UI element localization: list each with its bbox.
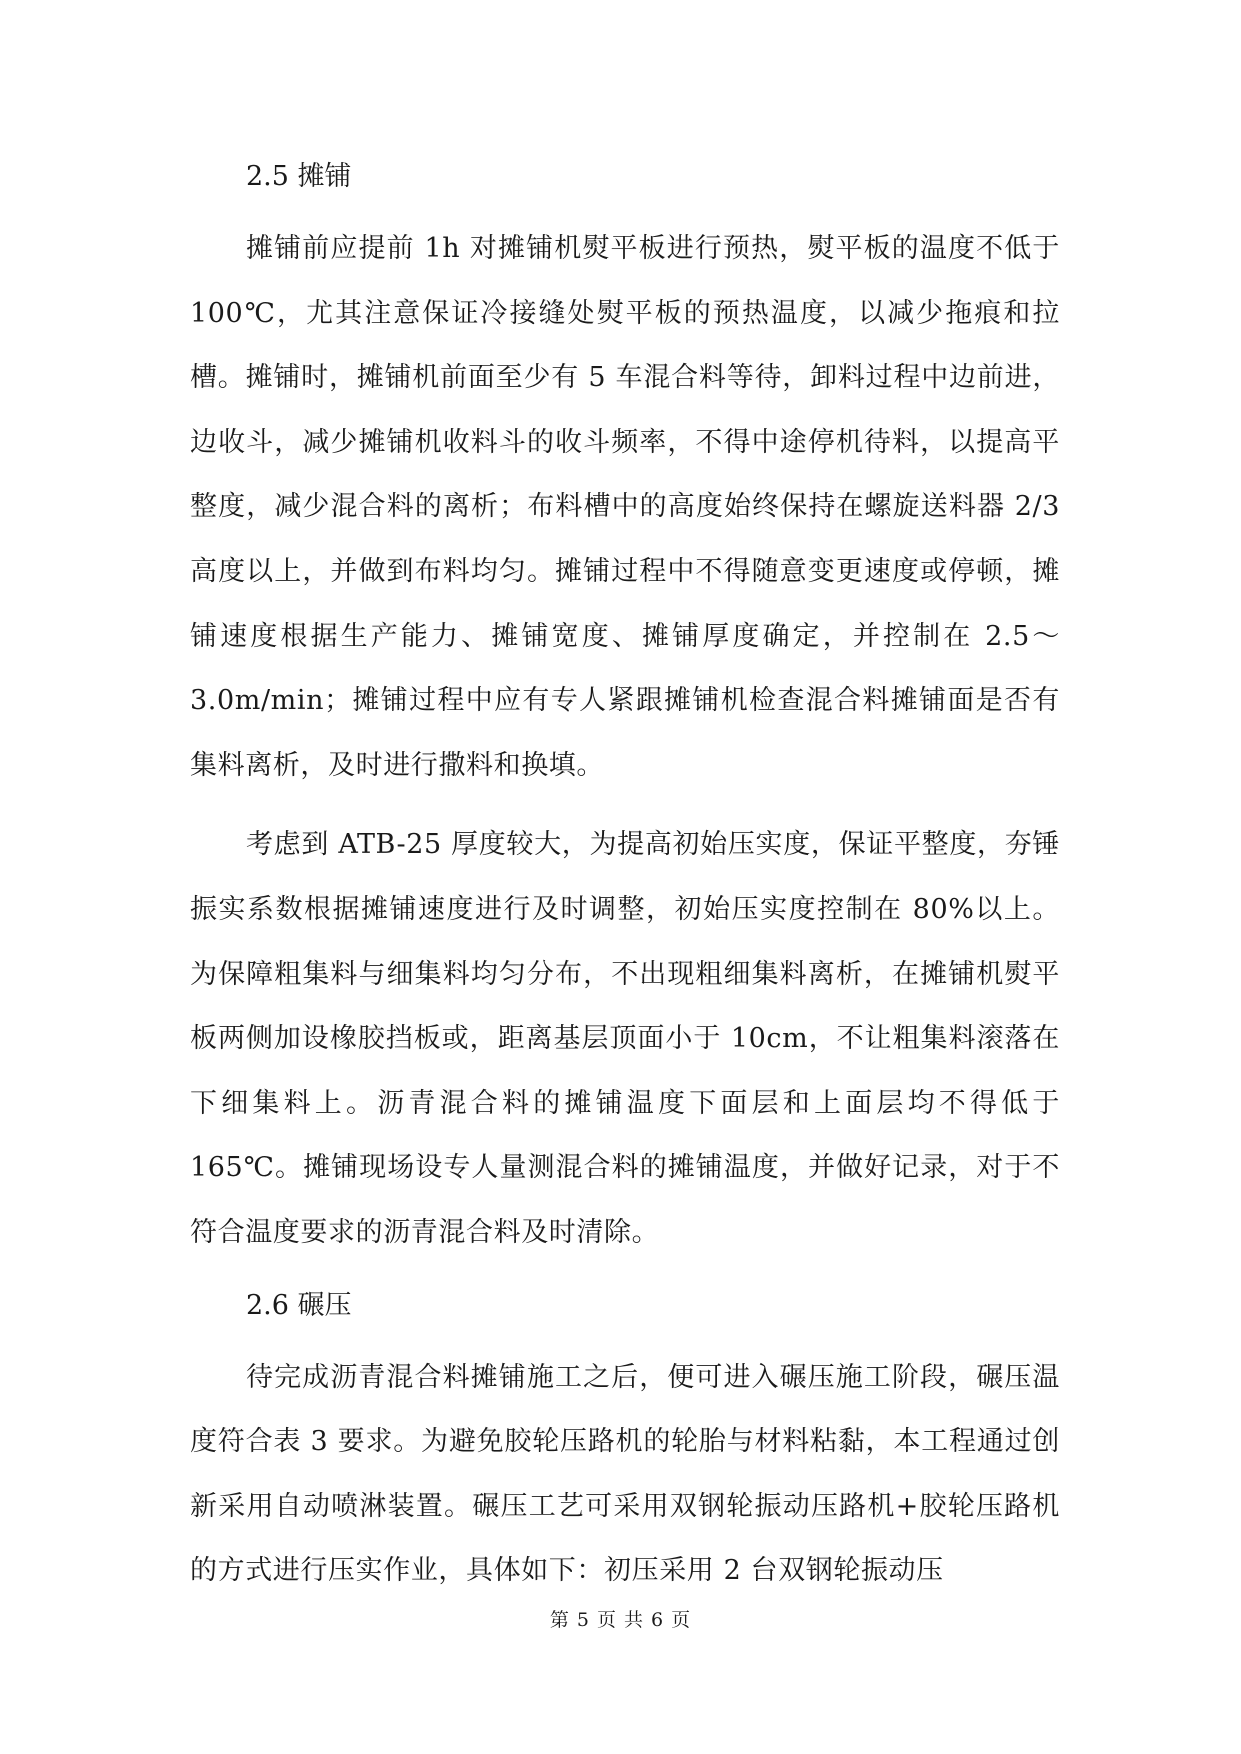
document-body — [190, 152, 1060, 1619]
section-heading-2-5: 2.5 摊铺 — [246, 161, 352, 192]
section-heading-2-6: 2.6 碾压 — [246, 1289, 352, 1321]
paragraph-paving-segregation: 考虑到 ATB-25 厚度较大，为提高初始压实度，保证平整度，夯锤振实系数根据摊铺速度进行及时调整，初始压实度控制在 80%以上。为保障粗集料与细集料均匀分布，不出现粗细集料离析，在摊铺机熨平板两侧加设橡胶挡板或，距离基层顶面小于 10cm，不让粗集料滚落在下细集料上。沥青混合料的摊铺温度下面层和上面层均不得低于 165℃。摊铺现场设专人量测混合料的摊铺温度，并做好记录，对于不符合温度要求的沥青混合料及时清除。 — [190, 829, 1060, 1248]
paragraph-compaction: 待完成沥青混合料摊铺施工之后，便可进入碾压施工阶段，碾压温度符合表 3 要求。为避免胶轮压路机的轮胎与材料粘黏，本工程通过创新采用自动喷淋装置。碾压工艺可采用双钢轮振动压路机+胶轮压路机的方式进行压实作业，具体如下：初压采用 2 台双钢轮振动压 — [190, 1361, 1060, 1587]
page-footer: 第 5 页 共 6 页 — [549, 1609, 692, 1631]
paragraph-paving-process: 摊铺前应提前 1h 对摊铺机熨平板进行预热，熨平板的温度不低于 100℃，尤其注意保证冷接缝处熨平板的预热温度，以减少拖痕和拉槽。摊铺时，摊铺机前面至少有 5 车混合料等待，卸料过程中边前进，边收斗，减少摊铺机收料斗的收斗频率，不得中途停机待料，以提高平整度，减少混合料的离析；布料槽中的高度始终保持在螺旋送料器 2/3 高度以上，并做到布料均匀。摊铺过程中不得随意变更速度或停顿，摊铺速度根据生产能力、摊铺宽度、摊铺厚度确定，并控制在 2.5～3.0m/min；摊铺过程中应有专人紧跟摊铺机检查混合料摊铺面是否有集料离析，及时进行撒料和换填。 — [190, 233, 1060, 781]
